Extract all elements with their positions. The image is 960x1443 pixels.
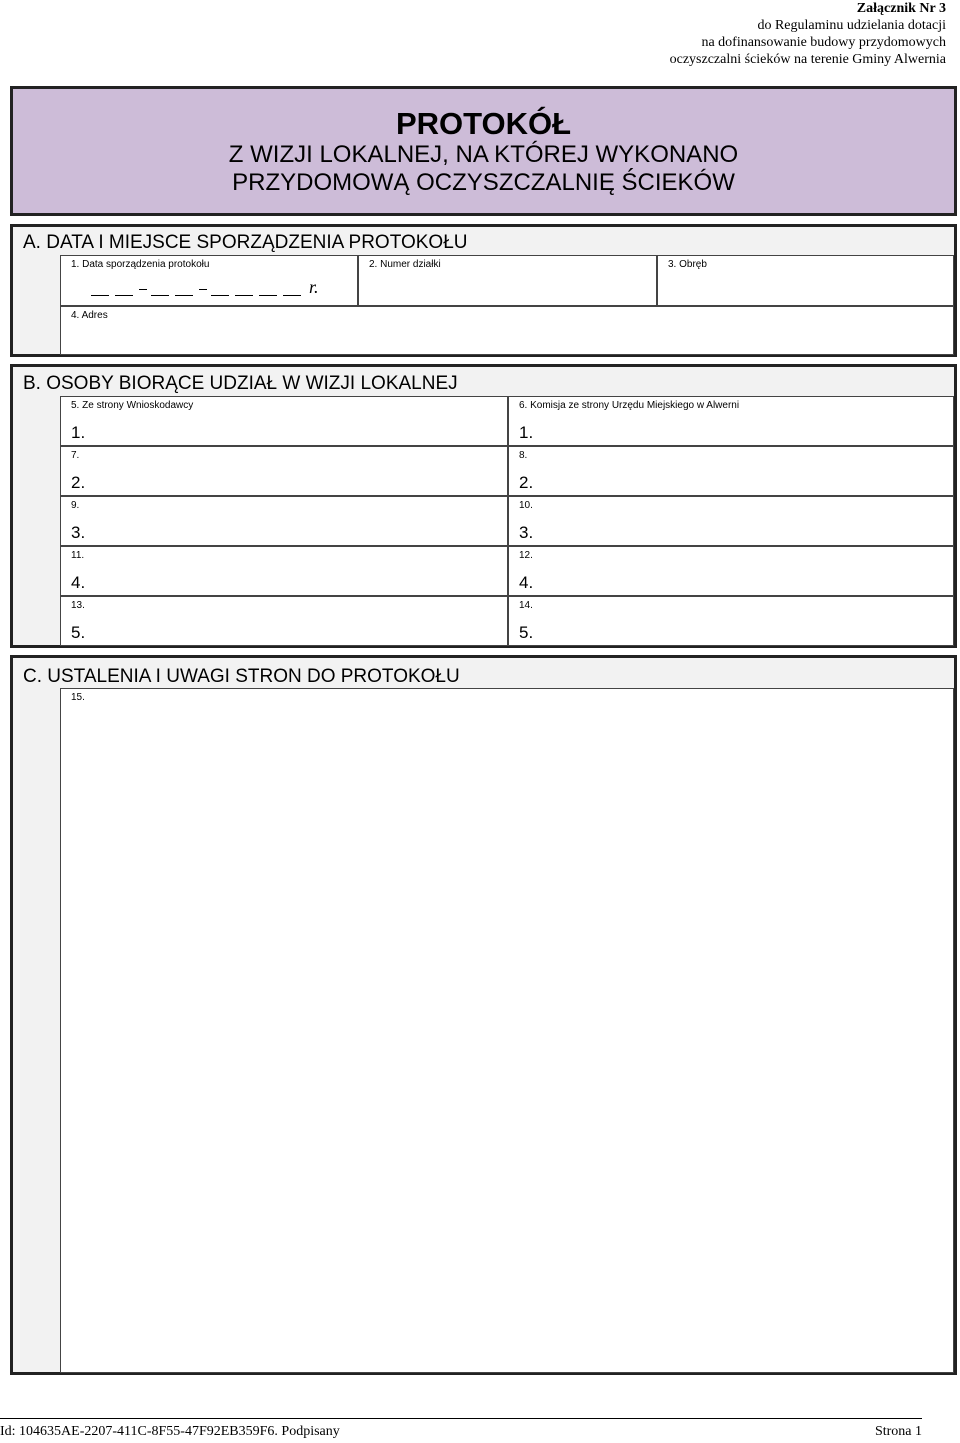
date-field-label: 1. Data sporządzenia protokołu bbox=[71, 259, 210, 270]
protocol-title: PROTOKÓŁ bbox=[395, 106, 572, 141]
findings-field[interactable] bbox=[60, 688, 954, 1373]
participant-left-number: 3. bbox=[71, 523, 86, 542]
annex-line-1: do Regulaminu udzielania dotacji bbox=[757, 18, 946, 33]
participant-right-number: 3. bbox=[519, 523, 534, 542]
annex-line-2: na dofinansowanie budowy przydomowych bbox=[701, 35, 946, 50]
participant-left-label: 11. bbox=[71, 550, 85, 561]
protocol-subtitle-2: PRZYDOMOWĄ OCZYSZCZALNIĘ ŚCIEKÓW bbox=[232, 169, 735, 196]
participant-right-2[interactable] bbox=[508, 446, 954, 496]
participant-right-label: 8. bbox=[519, 450, 528, 461]
participant-left-label: 9. bbox=[71, 500, 80, 511]
participant-left-label: 7. bbox=[71, 450, 80, 461]
section-a bbox=[10, 224, 957, 357]
document-id: Id: 104635AE-2207-411C-8F55-47F92EB359F6. Podpisany bbox=[0, 1424, 340, 1439]
precinct-field[interactable] bbox=[657, 255, 954, 306]
participant-right-number: 1. bbox=[519, 423, 534, 442]
protocol-subtitle-1: Z WIZJI LOKALNEJ, NA KTÓREJ WYKONANO bbox=[228, 141, 739, 168]
section-a-title: A. DATA I MIEJSCE SPORZĄDZENIA PROTOKOŁU bbox=[23, 232, 468, 253]
participant-left-1[interactable] bbox=[60, 396, 508, 446]
participant-right-5[interactable] bbox=[508, 596, 954, 646]
participant-left-label: 5. Ze strony Wnioskodawcy bbox=[71, 400, 194, 411]
participant-left-3[interactable] bbox=[60, 496, 508, 546]
annex-header bbox=[670, 0, 946, 68]
footer-divider bbox=[0, 1418, 922, 1419]
participant-left-label: 13. bbox=[71, 600, 85, 611]
section-c bbox=[10, 655, 957, 1375]
date-blanks bbox=[91, 278, 319, 296]
precinct-label: 3. Obręb bbox=[668, 259, 707, 270]
participant-left-number: 2. bbox=[71, 473, 86, 492]
participant-left-number: 4. bbox=[71, 573, 86, 592]
participant-right-number: 5. bbox=[519, 623, 534, 642]
annex-line-3: oczyszczalni ścieków na terenie Gminy Alwernia bbox=[669, 52, 946, 67]
participant-left-5[interactable] bbox=[60, 596, 508, 646]
page-number: Strona 1 bbox=[874, 1424, 922, 1439]
participant-right-label: 12. bbox=[519, 550, 533, 561]
annex-title: Załącznik Nr 3 bbox=[856, 1, 946, 16]
participant-right-label: 6. Komisja ze strony Urzędu Miejskiego w Alwerni bbox=[519, 400, 740, 411]
participant-right-number: 2. bbox=[519, 473, 534, 492]
protocol-title-box bbox=[10, 86, 957, 216]
participant-right-3[interactable] bbox=[508, 496, 954, 546]
participant-right-label: 10. bbox=[519, 500, 533, 511]
address-label: 4. Adres bbox=[71, 310, 108, 321]
participant-right-4[interactable] bbox=[508, 546, 954, 596]
section-c-title: C. USTALENIA I UWAGI STRON DO PROTOKOŁU bbox=[23, 666, 460, 687]
participant-left-2[interactable] bbox=[60, 446, 508, 496]
participant-right-1[interactable] bbox=[508, 396, 954, 446]
participant-right-label: 14. bbox=[519, 600, 533, 611]
section-b-title: B. OSOBY BIORĄCE UDZIAŁ W WIZJI LOKALNEJ bbox=[23, 373, 458, 394]
participant-right-number: 4. bbox=[519, 573, 534, 592]
section-b bbox=[10, 364, 957, 648]
plot-number-label: 2. Numer działki bbox=[369, 259, 441, 270]
date-field[interactable] bbox=[60, 255, 358, 306]
participant-left-number: 5. bbox=[71, 623, 86, 642]
address-field[interactable] bbox=[60, 306, 954, 355]
findings-label: 15. bbox=[71, 692, 85, 703]
date-suffix: r. bbox=[309, 277, 319, 297]
plot-number-field[interactable] bbox=[358, 255, 657, 306]
participant-left-number: 1. bbox=[71, 423, 86, 442]
participant-left-4[interactable] bbox=[60, 546, 508, 596]
